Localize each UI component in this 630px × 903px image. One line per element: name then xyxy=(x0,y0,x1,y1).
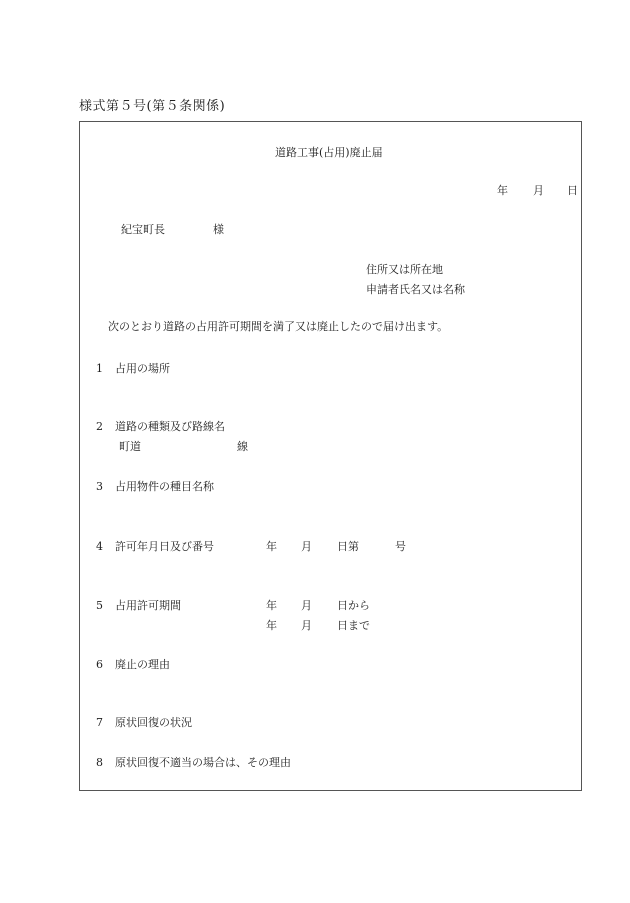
item-4-number-suffix: 号 xyxy=(395,540,406,553)
item-5-number: 5 xyxy=(96,599,103,612)
item-2-label: 道路の種類及び路線名 xyxy=(115,420,225,433)
applicant-name-label: 申請者氏名又は名称 xyxy=(366,283,465,296)
form-frame xyxy=(79,121,582,791)
item-5-label: 占用許可期間 xyxy=(115,599,181,612)
item-5-year-label: 年 xyxy=(266,599,277,612)
item-1-number: 1 xyxy=(96,362,103,375)
item-5-from-label: 日から xyxy=(337,599,370,612)
item-5-year2-label: 年 xyxy=(266,619,277,632)
form-title: 道路工事(占用)廃止届 xyxy=(275,146,383,159)
item-3-number: 3 xyxy=(96,480,103,493)
item-4-label: 許可年月日及び番号 xyxy=(115,540,214,553)
item-7-label: 原状回復の状況 xyxy=(115,716,192,729)
statement-text: 次のとおり道路の占用許可期間を満了又は廃止したので届け出ます。 xyxy=(108,320,449,333)
item-6-number: 6 xyxy=(96,658,103,671)
item-4-day-no-label: 日第 xyxy=(337,540,359,553)
item-4-month-label: 月 xyxy=(301,540,312,553)
item-8-label: 原状回復不適当の場合は、その理由 xyxy=(115,756,291,769)
item-5-month-label: 月 xyxy=(301,599,312,612)
date-month-label: 月 xyxy=(533,184,544,197)
date-year-label: 年 xyxy=(497,184,508,197)
item-8-number: 8 xyxy=(96,756,103,769)
item-2-number: 2 xyxy=(96,420,103,433)
item-3-label: 占用物件の種目名称 xyxy=(115,480,214,493)
form-number-label: 様式第５号(第５条関係) xyxy=(79,99,226,114)
item-6-label: 廃止の理由 xyxy=(115,658,170,671)
addressee-honorific: 様 xyxy=(213,223,224,236)
item-4-number: 4 xyxy=(96,540,103,553)
item-5-until-label: 日まで xyxy=(337,619,370,632)
item-7-number: 7 xyxy=(96,716,103,729)
road-type-label: 町道 xyxy=(119,440,141,453)
addressee-name: 紀宝町長 xyxy=(121,223,165,236)
item-5-month2-label: 月 xyxy=(301,619,312,632)
applicant-address-label: 住所又は所在地 xyxy=(366,263,443,276)
date-day-label: 日 xyxy=(567,184,578,197)
item-1-label: 占用の場所 xyxy=(115,362,170,375)
route-suffix-label: 線 xyxy=(237,440,248,453)
item-4-year-label: 年 xyxy=(266,540,277,553)
